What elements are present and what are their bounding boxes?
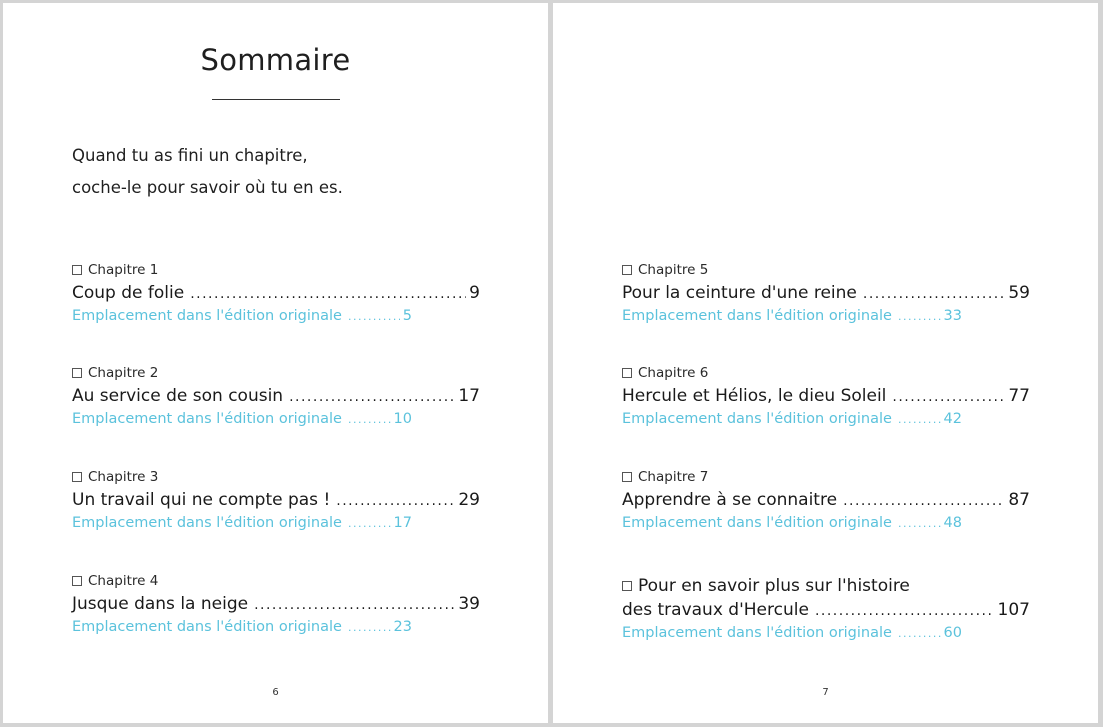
- chapter-label: Chapitre 3: [88, 469, 159, 485]
- chapter-page: 29: [458, 490, 480, 510]
- chapter-2-checkbox[interactable]: [72, 368, 82, 378]
- original-page: 10: [393, 411, 412, 427]
- extra-checkbox[interactable]: [622, 581, 632, 591]
- original-location-line: [622, 513, 962, 533]
- original-location-line: [622, 306, 962, 326]
- leader-dots: [898, 307, 941, 327]
- chapter-title: Au service de son cousin: [72, 386, 284, 406]
- original-page: 33: [943, 308, 962, 324]
- leader-dots: [289, 385, 455, 409]
- original-location-label: Emplacement dans l'édition originale: [622, 411, 892, 427]
- original-page: 17: [393, 515, 412, 531]
- extra-title-line-2: des travaux d'Hercule: [622, 600, 809, 620]
- chapter-label: Chapitre 6: [638, 365, 709, 381]
- leader-dots: [348, 307, 400, 327]
- toc-main-line[interactable]: [72, 384, 480, 408]
- chapter-page: 17: [458, 386, 480, 406]
- original-page: 5: [402, 308, 412, 324]
- chapter-4-checkbox[interactable]: [72, 576, 82, 586]
- leader-dots: [815, 599, 995, 623]
- chapter-title: Coup de folie: [72, 283, 185, 303]
- chapter-title: Pour la ceinture d'une reine: [622, 283, 857, 303]
- leader-dots: [190, 282, 466, 306]
- original-location-line: [622, 409, 962, 429]
- original-location-label: Emplacement dans l'édition originale: [72, 619, 342, 635]
- original-location-line: [72, 617, 412, 637]
- chapter-title: Apprendre à se connaitre: [622, 490, 838, 510]
- right-page: [553, 3, 1098, 723]
- original-location-label: Emplacement dans l'édition originale: [622, 515, 892, 531]
- original-page: 23: [393, 619, 412, 635]
- chapter-label: Chapitre 7: [638, 469, 709, 485]
- intro-line-1: Quand tu as fini un chapitre,: [72, 146, 308, 165]
- chapter-1-checkbox[interactable]: [72, 265, 82, 275]
- original-location-line: [72, 513, 412, 533]
- leader-dots: [863, 282, 1005, 306]
- chapter-page: 39: [458, 594, 480, 614]
- extra-page: 107: [997, 600, 1030, 620]
- toc-main-line[interactable]: [622, 598, 1030, 622]
- toc-entry-chapter-2: [72, 364, 480, 429]
- chapter-page: 59: [1008, 283, 1030, 303]
- chapter-title: Hercule et Hélios, le dieu Soleil: [622, 386, 887, 406]
- toc-entry-extra: [622, 574, 1030, 643]
- page-number: 6: [272, 687, 279, 698]
- toc-entry-chapter-6: [622, 364, 1030, 429]
- leader-dots: [892, 385, 1005, 409]
- chapter-label: Chapitre 4: [88, 573, 159, 589]
- toc-main-line[interactable]: [622, 488, 1030, 512]
- chapter-page: 87: [1008, 490, 1030, 510]
- chapter-label: Chapitre 5: [638, 262, 709, 278]
- leader-dots: [348, 410, 391, 430]
- chapter-7-checkbox[interactable]: [622, 472, 632, 482]
- chapter-label: Chapitre 1: [88, 262, 159, 278]
- toc-entry-chapter-7: [622, 468, 1030, 533]
- original-location-label: Emplacement dans l'édition originale: [72, 308, 342, 324]
- toc-entry-chapter-3: [72, 468, 480, 533]
- toc-entry-chapter-5: [622, 261, 1030, 326]
- toc-main-line[interactable]: [622, 281, 1030, 305]
- chapter-title: Jusque dans la neige: [72, 594, 249, 614]
- intro-line-2: coche-le pour savoir où tu en es.: [72, 178, 343, 197]
- original-location-label: Emplacement dans l'édition originale: [72, 411, 342, 427]
- toc-main-line[interactable]: [72, 592, 480, 616]
- title-underline: [212, 99, 340, 100]
- original-location-label: Emplacement dans l'édition originale: [72, 515, 342, 531]
- leader-dots: [898, 410, 941, 430]
- page-number: 7: [822, 687, 829, 698]
- original-location-line: [622, 623, 962, 643]
- chapter-5-checkbox[interactable]: [622, 265, 632, 275]
- leader-dots: [843, 489, 1005, 513]
- chapter-3-checkbox[interactable]: [72, 472, 82, 482]
- chapter-label: Chapitre 2: [88, 365, 159, 381]
- leader-dots: [898, 624, 941, 644]
- left-page: [3, 3, 548, 723]
- leader-dots: [336, 489, 455, 513]
- original-page: 60: [943, 625, 962, 641]
- toc-main-line[interactable]: [72, 488, 480, 512]
- extra-title-line-1: Pour en savoir plus sur l'histoire: [638, 576, 910, 596]
- leader-dots: [898, 514, 941, 534]
- toc-main-line[interactable]: [622, 384, 1030, 408]
- page-title: Sommaire: [200, 43, 351, 77]
- leader-dots: [348, 618, 391, 638]
- original-location-line: [72, 306, 412, 326]
- original-page: 48: [943, 515, 962, 531]
- chapter-page: 9: [469, 283, 480, 303]
- original-page: 42: [943, 411, 962, 427]
- original-location-label: Emplacement dans l'édition originale: [622, 625, 892, 641]
- original-location-line: [72, 409, 412, 429]
- leader-dots: [254, 593, 455, 617]
- toc-entry-chapter-4: [72, 572, 480, 637]
- toc-entry-chapter-1: [72, 261, 480, 326]
- chapter-title: Un travail qui ne compte pas !: [72, 490, 331, 510]
- leader-dots: [348, 514, 391, 534]
- toc-main-line[interactable]: [72, 281, 480, 305]
- chapter-6-checkbox[interactable]: [622, 368, 632, 378]
- original-location-label: Emplacement dans l'édition originale: [622, 308, 892, 324]
- chapter-page: 77: [1008, 386, 1030, 406]
